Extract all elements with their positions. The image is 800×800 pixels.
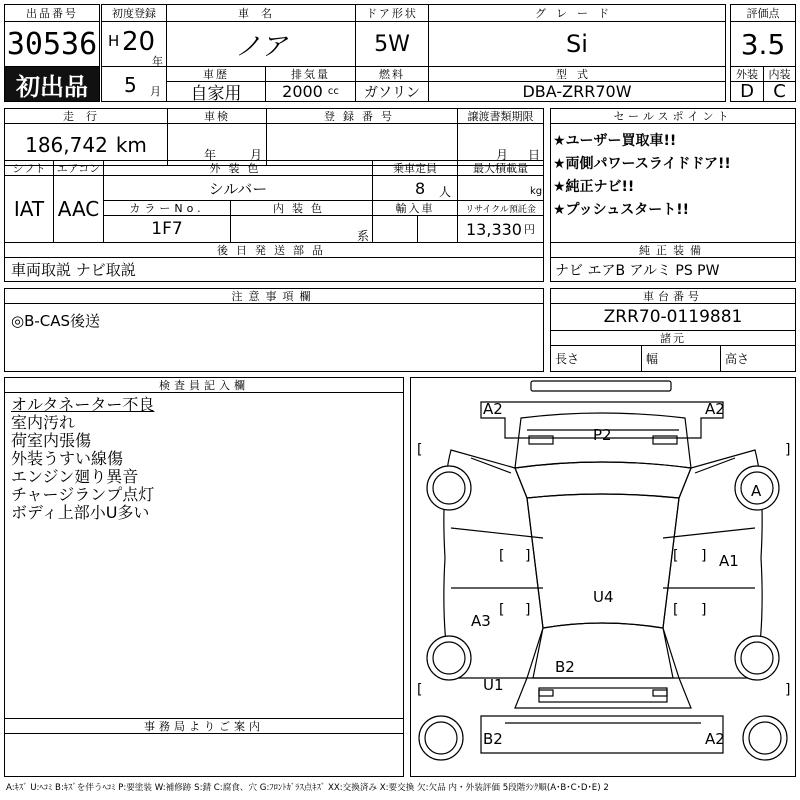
chassis-block	[550, 288, 796, 372]
damage-mark-a2-bottom-right: A2	[705, 730, 725, 748]
reg-label: 初度登録	[101, 4, 167, 22]
import-cell-2	[417, 215, 458, 243]
load-cell	[457, 175, 544, 201]
inspector-line: オルタネーター不良	[11, 395, 155, 414]
bracket: [	[673, 548, 679, 564]
reg-year: 20	[122, 27, 156, 57]
inspection-label: 車検	[167, 108, 267, 124]
load-label: 最大積載量	[457, 160, 544, 176]
interior-grade: C	[763, 81, 796, 102]
first-listing-badge: 初出品	[4, 66, 100, 102]
recycle: 13,330	[466, 219, 522, 239]
capacity-label: 乗車定員	[372, 160, 458, 176]
bracket: ]	[525, 548, 531, 564]
bracket: [	[417, 682, 423, 698]
car-name: ノア	[166, 21, 356, 67]
yen-unit: 円	[523, 223, 535, 236]
model-label: 型式	[428, 66, 726, 82]
ac-label: エアコン	[53, 160, 104, 176]
score: 3.5	[730, 21, 796, 67]
cc-unit: cc	[327, 86, 339, 97]
era: H	[108, 32, 120, 50]
chassis-number: ZRR70-0119881	[550, 303, 796, 331]
shift-label: シフト	[4, 160, 54, 176]
chassis-label: 車台番号	[550, 288, 796, 304]
year-unit: 年	[152, 55, 163, 67]
bracket: ]	[785, 442, 791, 458]
grade-label: グレード	[428, 4, 726, 22]
top-info-block	[4, 4, 796, 102]
grade: Si	[428, 21, 726, 67]
inspector-block	[4, 377, 404, 777]
spec-length-label: 長さ	[555, 352, 580, 366]
bracket: ]	[701, 602, 707, 618]
damage-mark-u1: U1	[483, 676, 504, 694]
bracket: [	[499, 602, 505, 618]
colorno-label: カラーNo.	[103, 200, 231, 216]
sales-block	[550, 108, 796, 282]
door-label: ドア形状	[355, 4, 429, 22]
office-notes	[4, 733, 404, 777]
bracket: [	[673, 602, 679, 618]
score-label: 評価点	[730, 4, 796, 22]
ac: AAC	[53, 175, 104, 243]
import-cell	[372, 215, 418, 243]
exterior-label: 外装	[730, 66, 764, 82]
recycle-cell	[457, 215, 544, 243]
sales-point: ★両側パワースライドドア!!	[553, 156, 731, 172]
transfer-label: 譲渡書類期限	[457, 108, 544, 124]
inspector-label: 検査員記入欄	[4, 377, 404, 393]
spec-width-cell	[641, 345, 721, 372]
damage-legend: A:ｷｽﾞ U:ﾍｺﾐ B:ｷｽﾞを伴うﾍｺﾐ P:要塗装 W:補修跡 S:錆 C:腐食、穴 G:ﾌﾛﾝﾄｶﾞﾗｽ点ｷｽﾞ XX:交換済み X:要交換 欠:欠品 内・外装評価 5段階ﾗﾝｸ順(A･B･C･D･E) 2	[6, 783, 609, 793]
damage-mark-a3: A3	[471, 612, 491, 630]
intcolor-unit: 系	[357, 229, 370, 243]
exterior-grade: D	[730, 81, 764, 102]
import-label: 輸入車	[372, 200, 458, 216]
inspector-line: チャージランプ点灯	[11, 485, 155, 504]
sales-point: ★プッシュスタート!!	[553, 202, 690, 218]
intcolor-cell	[230, 215, 373, 243]
spec-length-cell	[550, 345, 642, 372]
sales-label: セールスポイント	[550, 108, 796, 124]
bracket: [	[499, 548, 505, 564]
inspector-line: 外装うすい線傷	[11, 449, 124, 468]
notes-label: 注意事項欄	[4, 288, 544, 304]
car-diagram	[410, 377, 796, 777]
damage-mark-b2-center: B2	[555, 658, 575, 676]
load-unit: kg	[530, 186, 543, 197]
history-label: 車歴	[166, 66, 266, 82]
spec-height-label: 高さ	[725, 352, 750, 366]
equipment-label: 純正装備	[550, 242, 796, 258]
recycle-label: リサイクル預託金	[457, 200, 544, 216]
inspector-line: 荷室内張傷	[11, 431, 92, 450]
inspector-notes	[4, 392, 404, 719]
car-diagram-svg	[411, 378, 795, 776]
lot-label: 出品番号	[4, 4, 100, 22]
reg-month: 5	[124, 73, 137, 97]
later-parts-label: 後日発送部品	[4, 242, 544, 258]
transfer-day-unit: 日	[528, 148, 541, 162]
name-label: 車名	[166, 4, 356, 22]
capacity-cell	[372, 175, 458, 201]
inspector-line: 室内汚れ	[11, 413, 76, 432]
color: シルバー	[103, 175, 373, 201]
bracket: ]	[525, 602, 531, 618]
reg-year-cell	[101, 21, 167, 67]
later-parts: 車両取説 ナビ取説	[4, 257, 544, 282]
bracket: ]	[701, 548, 707, 564]
details-block	[4, 108, 544, 282]
fuel: ガソリン	[355, 81, 429, 102]
lot-number: 30536	[4, 21, 100, 67]
inspector-line: ボディ上部小U多い	[11, 503, 150, 522]
notes: ◎B-CAS後送	[4, 303, 544, 372]
damage-mark-a: A	[751, 482, 762, 500]
bracket: [	[417, 442, 423, 458]
door-type: 5W	[355, 21, 429, 67]
sales-points	[550, 123, 796, 243]
month-unit: 月	[150, 85, 161, 98]
capacity: 8	[415, 179, 426, 198]
damage-mark-a1: A1	[719, 552, 739, 570]
displacement: 2000	[282, 82, 323, 101]
damage-mark-u4: U4	[593, 588, 614, 606]
color-label: 外装色	[103, 160, 373, 176]
damage-mark-p2: P2	[593, 426, 612, 444]
regno-label: 登録番号	[266, 108, 458, 124]
spec-height-cell	[720, 345, 796, 372]
specs-label: 諸元	[550, 330, 796, 346]
equipment: ナビ エアB アルミ PS PW	[550, 257, 796, 282]
fuel-label: 燃料	[355, 66, 429, 82]
model: DBA-ZRR70W	[428, 81, 726, 102]
sales-point: ★ユーザー買取車!!	[553, 133, 677, 149]
mileage: 186,742	[25, 132, 108, 157]
displacement-label: 排気量	[265, 66, 356, 82]
reg-month-cell	[101, 66, 167, 102]
interior-label: 内装	[763, 66, 796, 82]
inspector-line: エンジン廻り異音	[11, 467, 139, 486]
damage-mark-a2-top-right: A2	[705, 400, 725, 418]
spec-width-label: 幅	[646, 352, 659, 366]
colorno: 1F7	[103, 215, 231, 243]
damage-mark-b2-bottom-left: B2	[483, 730, 503, 748]
capacity-unit: 人	[439, 185, 452, 199]
transfer-month-unit: 月	[496, 148, 509, 162]
shift: IAT	[4, 175, 54, 243]
mileage-label: 走行	[4, 108, 168, 124]
km-unit: km	[115, 132, 147, 157]
intcolor-label: 内装色	[230, 200, 373, 216]
office-label: 事務局よりご案内	[4, 718, 404, 734]
history: 自家用	[166, 81, 266, 102]
bracket: ]	[785, 682, 791, 698]
inspection-month-unit: 月	[250, 148, 263, 162]
sales-point: ★純正ナビ!!	[553, 179, 635, 195]
inspection-year-unit: 年	[204, 148, 217, 162]
displacement-cell	[265, 81, 356, 102]
damage-mark-a2-top-left: A2	[483, 400, 503, 418]
notes-block	[4, 288, 544, 372]
